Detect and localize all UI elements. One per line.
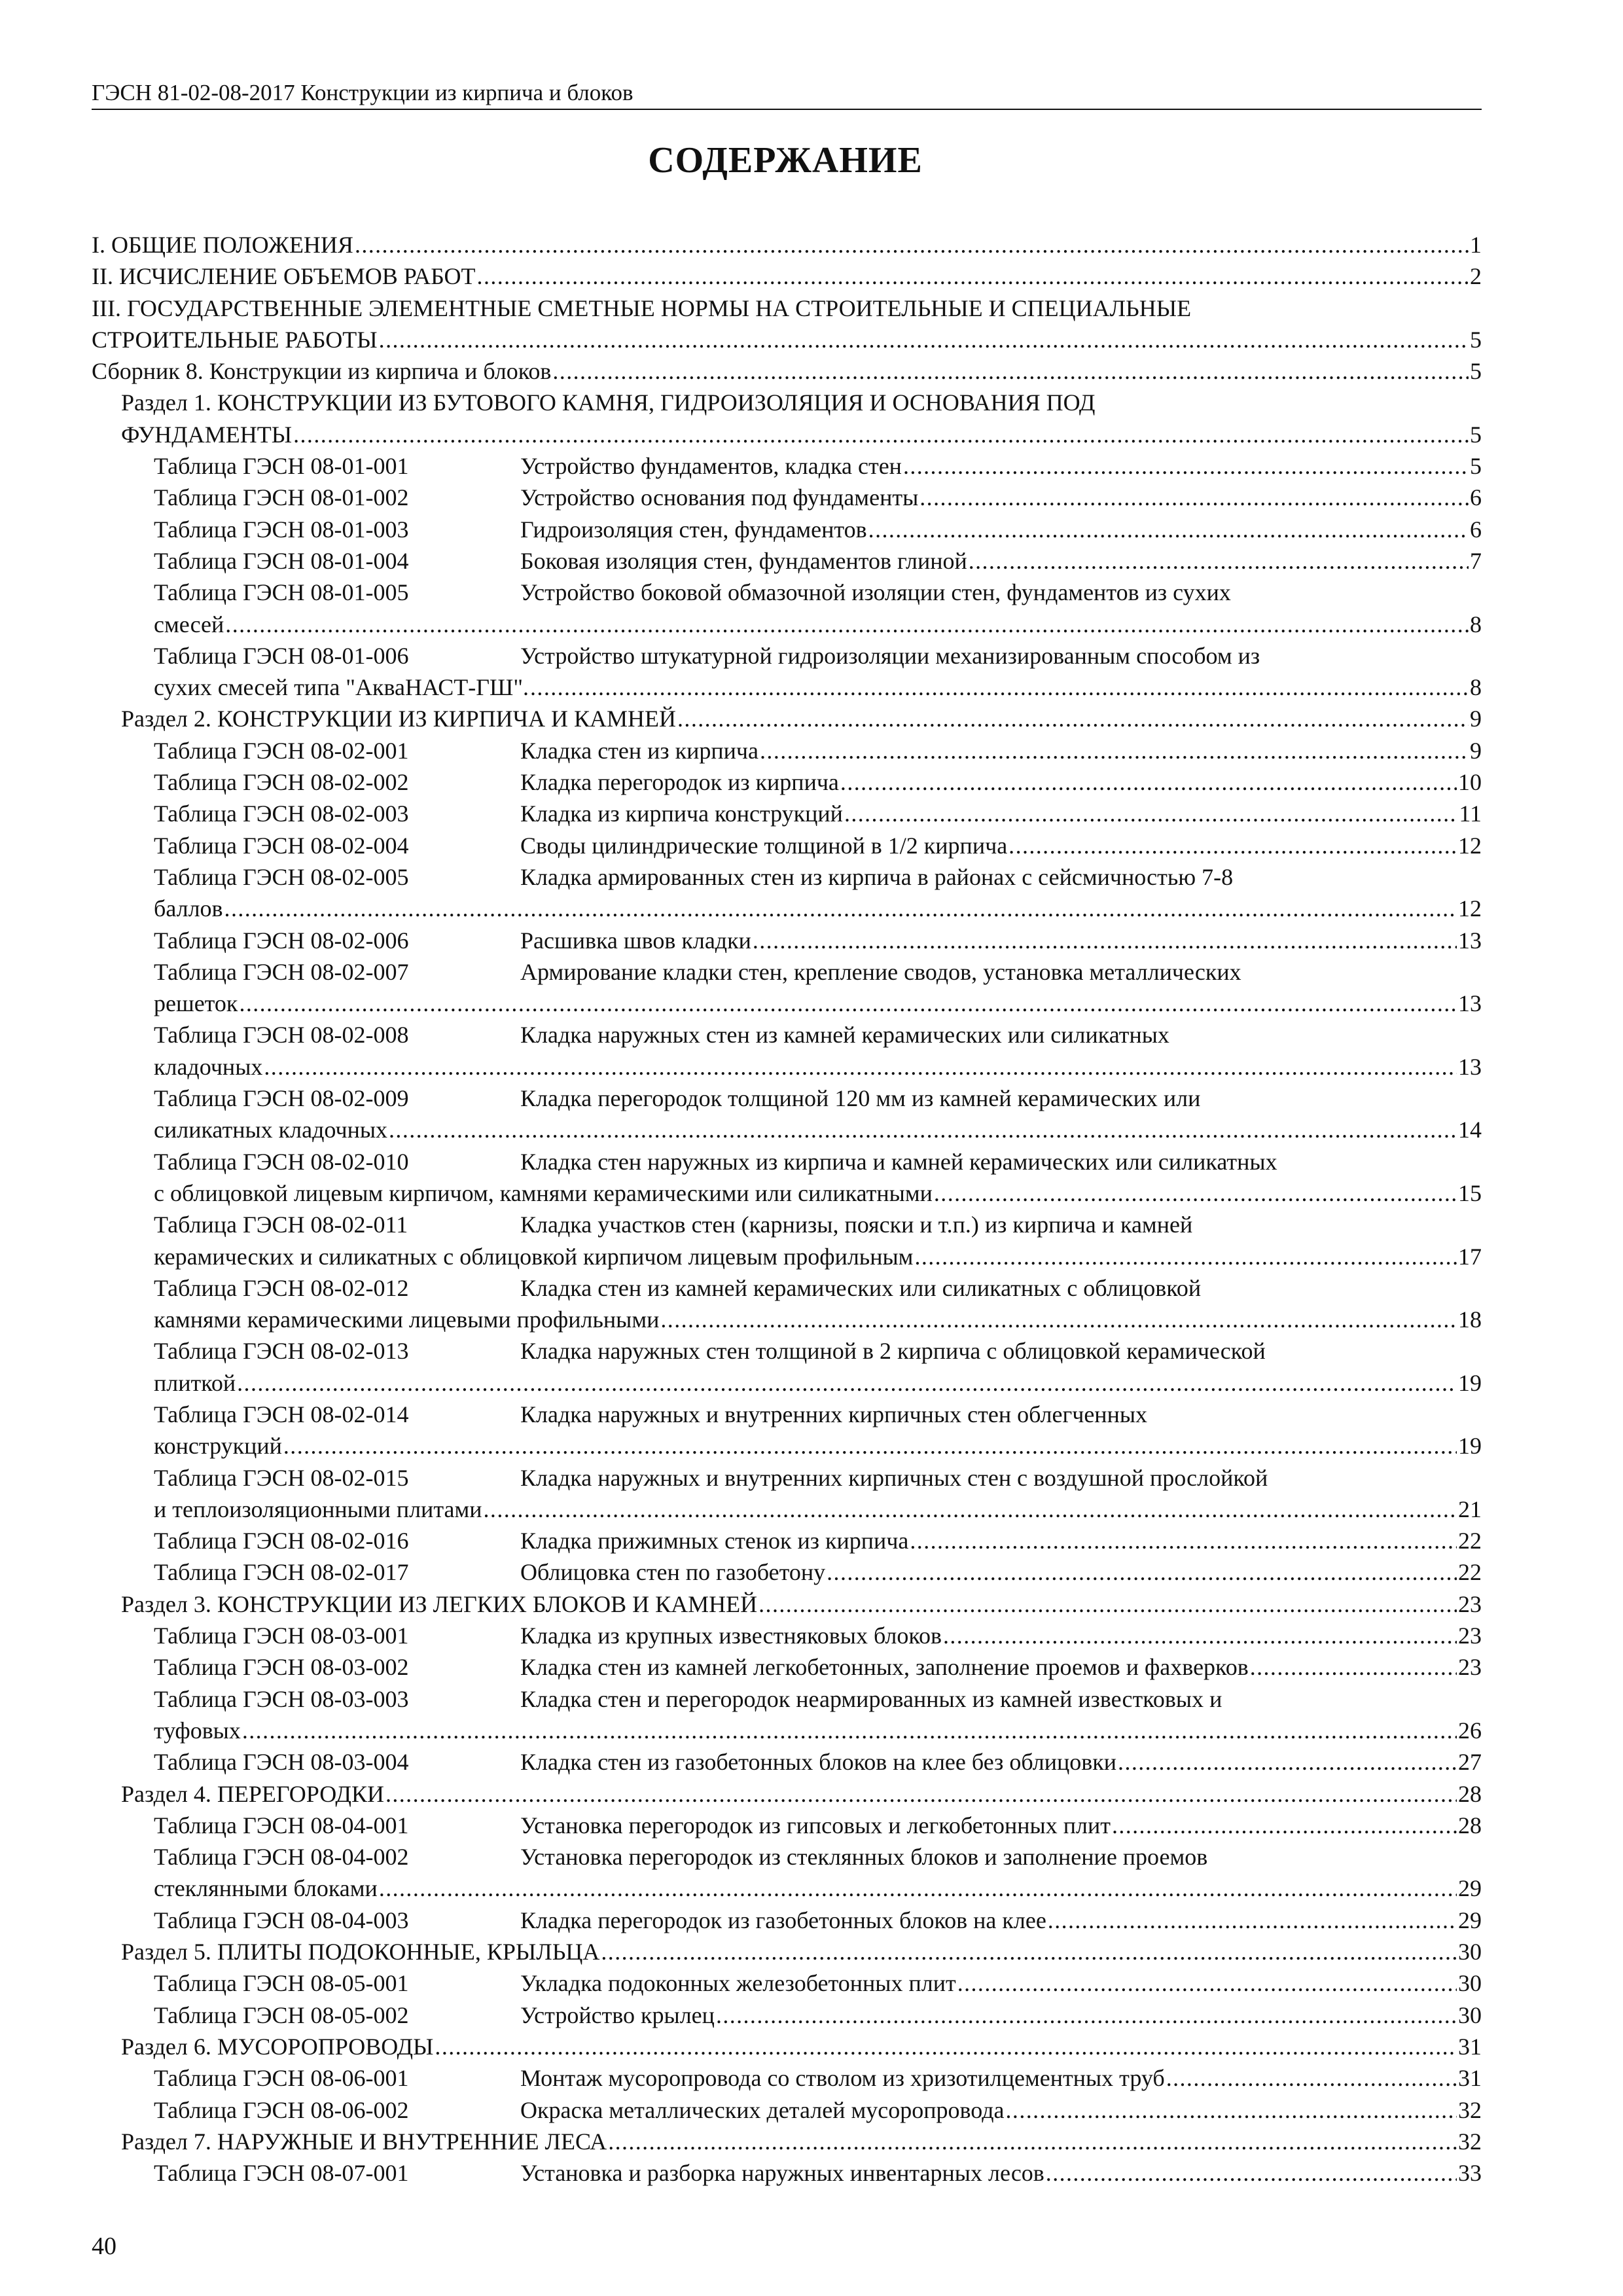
toc-entry bbox=[92, 1588, 1482, 1620]
toc-table-code: Таблица ГЭСН 08-06-001 bbox=[154, 2065, 409, 2092]
toc-entry bbox=[92, 1177, 1482, 1209]
toc-table-code: Таблица ГЭСН 08-04-002 bbox=[154, 1844, 409, 1871]
toc-table-code: Таблица ГЭСН 08-02-004 bbox=[154, 832, 409, 859]
toc-dot-leader bbox=[378, 1873, 1457, 1904]
toc-entry bbox=[92, 735, 1482, 766]
toc-entry-title: Кладка стен и перегородок неармированных из камней известковых и bbox=[520, 1685, 1222, 1712]
toc-entry bbox=[92, 545, 1482, 577]
toc-entry bbox=[92, 1715, 1482, 1746]
toc-entry-title: Кладка наружных и внутренних кирпичных стен облегченных bbox=[520, 1401, 1148, 1427]
toc-entry bbox=[92, 260, 1482, 292]
toc-dot-leader bbox=[384, 1778, 1457, 1810]
toc-dot-leader bbox=[241, 1715, 1457, 1746]
toc-dot-leader bbox=[758, 735, 1469, 766]
toc-entry bbox=[92, 1367, 1482, 1399]
toc-entry-title: Кладка стен из камней легкобетонных, заполнение проемов и фахверков bbox=[520, 1654, 1249, 1681]
toc-page-number: 22 bbox=[1458, 1528, 1482, 1554]
toc-entry-title: камнями керамическими лицевыми профильными bbox=[154, 1306, 660, 1333]
table-of-contents bbox=[92, 229, 1482, 2189]
toc-page-number: 26 bbox=[1458, 1717, 1482, 1744]
toc-dot-leader bbox=[1044, 2157, 1457, 2189]
toc-dot-leader bbox=[967, 545, 1469, 577]
toc-entry-title: керамических и силикатных с облицовкой кирпичом лицевым профильным bbox=[154, 1243, 914, 1270]
toc-entry-title: II. ИСЧИСЛЕНИЕ ОБЪЕМОВ РАБОТ bbox=[92, 263, 476, 290]
toc-entry-title: плиткой bbox=[154, 1369, 236, 1396]
toc-dot-leader bbox=[956, 1967, 1457, 1999]
toc-page-number: 7 bbox=[1470, 547, 1482, 574]
toc-entry-title: Раздел 6. МУСОРОПРОВОДЫ bbox=[121, 2033, 434, 2060]
toc-dot-leader bbox=[843, 798, 1457, 829]
toc-entry bbox=[92, 1778, 1482, 1810]
toc-page-number: 13 bbox=[1458, 990, 1482, 1017]
toc-dot-leader bbox=[292, 419, 1469, 450]
toc-entry-title: стеклянными блоками bbox=[154, 1875, 378, 1902]
toc-entry bbox=[92, 1841, 1482, 1873]
toc-entry bbox=[92, 1967, 1482, 1999]
toc-entry-title: Своды цилиндрические толщиной в 1/2 кирпича bbox=[520, 832, 1008, 859]
toc-page-number: 27 bbox=[1458, 1749, 1482, 1776]
toc-dot-leader bbox=[387, 1114, 1457, 1145]
toc-entry-title: Кладка стен из кирпича bbox=[520, 737, 759, 764]
toc-entry bbox=[92, 1083, 1482, 1114]
toc-page-number: 9 bbox=[1470, 706, 1482, 732]
toc-dot-leader bbox=[433, 2031, 1457, 2062]
toc-entry bbox=[92, 387, 1482, 418]
toc-page-number: 13 bbox=[1458, 1053, 1482, 1080]
toc-entry-title: Кладка стен наружных из кирпича и камней керамических или силикатных bbox=[520, 1148, 1277, 1175]
toc-dot-leader bbox=[482, 1494, 1457, 1525]
toc-entry-title: силикатных кладочных bbox=[154, 1117, 388, 1143]
toc-dot-leader bbox=[551, 355, 1469, 387]
toc-entry-title: Монтаж мусоропровода со стволом из хризотилцементных труб bbox=[520, 2065, 1165, 2092]
toc-page-number: 28 bbox=[1458, 1812, 1482, 1839]
toc-table-code: Таблица ГЭСН 08-02-009 bbox=[154, 1085, 409, 1112]
toc-table-code: Таблица ГЭСН 08-04-001 bbox=[154, 1812, 409, 1839]
toc-entry bbox=[92, 293, 1482, 324]
toc-table-code: Таблица ГЭСН 08-02-014 bbox=[154, 1401, 409, 1427]
toc-entry bbox=[92, 798, 1482, 829]
toc-entry bbox=[92, 893, 1482, 924]
toc-entry bbox=[92, 324, 1482, 355]
toc-page-number: 1 bbox=[1470, 232, 1482, 258]
toc-table-code: Таблица ГЭСН 08-02-001 bbox=[154, 737, 409, 764]
toc-page-number: 29 bbox=[1458, 1875, 1482, 1902]
toc-entry-title: Кладка перегородок из газобетонных блоков на клее bbox=[520, 1907, 1046, 1933]
toc-page-number: 28 bbox=[1458, 1780, 1482, 1807]
toc-page-number: 19 bbox=[1458, 1433, 1482, 1460]
toc-table-code: Таблица ГЭСН 08-01-001 bbox=[154, 453, 409, 480]
toc-page-number: 6 bbox=[1470, 516, 1482, 543]
toc-entry bbox=[92, 1651, 1482, 1683]
toc-dot-leader bbox=[715, 2000, 1457, 2031]
toc-entry bbox=[92, 1430, 1482, 1462]
toc-entry bbox=[92, 1399, 1482, 1430]
toc-entry-title: конструкций bbox=[154, 1433, 282, 1460]
toc-page-number: 5 bbox=[1470, 421, 1482, 448]
toc-entry-title: Кладка стен из газобетонных блоков на клее без облицовки bbox=[520, 1749, 1117, 1776]
toc-entry bbox=[92, 1272, 1482, 1304]
toc-entry bbox=[92, 956, 1482, 988]
toc-entry bbox=[92, 672, 1482, 703]
toc-table-code: Таблица ГЭСН 08-02-008 bbox=[154, 1022, 409, 1049]
toc-entry bbox=[92, 1620, 1482, 1651]
toc-page-number: 12 bbox=[1458, 832, 1482, 859]
toc-entry-title: Расшивка швов кладки bbox=[520, 927, 751, 954]
toc-entry bbox=[92, 1114, 1482, 1145]
toc-page-number: 5 bbox=[1470, 358, 1482, 385]
running-header: ГЭСН 81-02-08-2017 Конструкции из кирпича и блоков bbox=[92, 80, 633, 105]
toc-page-number: 32 bbox=[1458, 2096, 1482, 2123]
toc-dot-leader bbox=[839, 766, 1457, 798]
toc-table-code: Таблица ГЭСН 08-02-013 bbox=[154, 1338, 409, 1365]
toc-entry bbox=[92, 988, 1482, 1019]
toc-table-code: Таблица ГЭСН 08-01-003 bbox=[154, 516, 409, 543]
toc-table-code: Таблица ГЭСН 08-02-010 bbox=[154, 1148, 409, 1175]
toc-entry bbox=[92, 1019, 1482, 1050]
toc-table-code: Таблица ГЭСН 08-02-003 bbox=[154, 800, 409, 827]
toc-entry-title: III. ГОСУДАРСТВЕННЫЕ ЭЛЕМЕНТНЫЕ СМЕТНЫЕ НОРМЫ НА СТРОИТЕЛЬНЫЕ И СПЕЦИАЛЬНЫЕ bbox=[92, 295, 1192, 321]
header-divider bbox=[92, 109, 1482, 110]
toc-entry-title: I. ОБЩИЕ ПОЛОЖЕНИЯ bbox=[92, 232, 353, 258]
toc-dot-leader bbox=[825, 1556, 1457, 1588]
toc-entry-title: Кладка наружных стен из камней керамических или силикатных bbox=[520, 1022, 1169, 1049]
toc-table-code: Таблица ГЭСН 08-02-006 bbox=[154, 927, 409, 954]
toc-page-number: 23 bbox=[1458, 1654, 1482, 1681]
toc-entry-title: Устройство основания под фундаменты bbox=[520, 484, 919, 511]
toc-dot-leader bbox=[378, 324, 1469, 355]
toc-page-number: 14 bbox=[1458, 1117, 1482, 1143]
toc-entry bbox=[92, 2031, 1482, 2062]
toc-dot-leader bbox=[913, 1241, 1457, 1272]
toc-page-number: 33 bbox=[1458, 2160, 1482, 2187]
toc-page-number: 6 bbox=[1470, 484, 1482, 511]
toc-entry-title: смесей bbox=[154, 611, 224, 637]
toc-entry bbox=[92, 1051, 1482, 1083]
toc-entry bbox=[92, 1683, 1482, 1715]
toc-table-code: Таблица ГЭСН 08-02-012 bbox=[154, 1274, 409, 1301]
toc-entry-title: Установка перегородок из стеклянных блоков и заполнение проемов bbox=[520, 1844, 1208, 1871]
toc-entry-title: Гидроизоляция стен, фундаментов bbox=[520, 516, 867, 543]
toc-dot-leader bbox=[607, 2126, 1457, 2157]
toc-page-number: 30 bbox=[1458, 2001, 1482, 2028]
toc-entry bbox=[92, 577, 1482, 608]
toc-page-number: 12 bbox=[1458, 895, 1482, 922]
toc-dot-leader bbox=[902, 450, 1469, 482]
toc-entry bbox=[92, 1556, 1482, 1588]
toc-page-number: 2 bbox=[1470, 263, 1482, 290]
toc-page-number: 22 bbox=[1458, 1559, 1482, 1586]
toc-dot-leader bbox=[262, 1051, 1457, 1083]
toc-page-number: 21 bbox=[1458, 1496, 1482, 1522]
toc-page-number: 11 bbox=[1459, 800, 1482, 827]
toc-entry bbox=[92, 1241, 1482, 1272]
toc-table-code: Таблица ГЭСН 08-07-001 bbox=[154, 2160, 409, 2187]
toc-page-number: 19 bbox=[1458, 1369, 1482, 1396]
toc-dot-leader bbox=[223, 893, 1457, 924]
toc-entry-title: Устройство штукатурной гидроизоляции механизированным способом из bbox=[520, 642, 1260, 669]
toc-entry bbox=[92, 2126, 1482, 2157]
toc-page-number: 5 bbox=[1470, 326, 1482, 353]
page-title: СОДЕРЖАНИЕ bbox=[648, 140, 923, 181]
toc-table-code: Таблица ГЭСН 08-02-002 bbox=[154, 769, 409, 796]
toc-dot-leader bbox=[1116, 1746, 1457, 1778]
toc-dot-leader bbox=[908, 1525, 1457, 1556]
toc-entry-title: Кладка перегородок из кирпича bbox=[520, 769, 839, 796]
toc-table-code: Таблица ГЭСН 08-03-003 bbox=[154, 1685, 409, 1712]
toc-entry-title: с облицовкой лицевым кирпичом, камнями керамическими или силикатными bbox=[154, 1179, 933, 1206]
toc-entry bbox=[92, 1209, 1482, 1240]
toc-page-number: 30 bbox=[1458, 1970, 1482, 1997]
toc-page-number: 31 bbox=[1458, 2033, 1482, 2060]
toc-dot-leader bbox=[1007, 830, 1457, 861]
toc-page-number: 31 bbox=[1458, 2065, 1482, 2092]
toc-entry bbox=[92, 2094, 1482, 2126]
toc-dot-leader bbox=[1111, 1810, 1457, 1841]
toc-entry-title: Сборник 8. Конструкции из кирпича и блоков bbox=[92, 358, 552, 385]
toc-page-number: 15 bbox=[1458, 1179, 1482, 1206]
toc-entry-title: Кладка из крупных известняковых блоков bbox=[520, 1623, 942, 1649]
toc-entry-title: и теплоизоляционными плитами bbox=[154, 1496, 482, 1522]
toc-entry bbox=[92, 2157, 1482, 2189]
toc-entry-title: Раздел 1. КОНСТРУКЦИИ ИЗ БУТОВОГО КАМНЯ, ГИДРОИЗОЛЯЦИЯ И ОСНОВАНИЯ ПОД bbox=[121, 389, 1096, 416]
toc-entry bbox=[92, 2000, 1482, 2031]
toc-entry-title: Армирование кладки стен, крепление сводов, установка металлических bbox=[520, 958, 1241, 985]
toc-table-code: Таблица ГЭСН 08-02-005 bbox=[154, 863, 409, 890]
toc-dot-leader bbox=[476, 260, 1469, 292]
toc-entry bbox=[92, 703, 1482, 734]
toc-page-number: 9 bbox=[1470, 737, 1482, 764]
toc-dot-leader bbox=[1046, 1905, 1457, 1936]
toc-entry bbox=[92, 1873, 1482, 1904]
toc-entry bbox=[92, 861, 1482, 893]
toc-entry bbox=[92, 2062, 1482, 2094]
toc-entry-title: Кладка из кирпича конструкций bbox=[520, 800, 843, 827]
toc-entry-title: Устройство фундаментов, кладка стен bbox=[520, 453, 902, 480]
toc-table-code: Таблица ГЭСН 08-01-006 bbox=[154, 642, 409, 669]
toc-dot-leader bbox=[238, 988, 1457, 1019]
toc-table-code: Таблица ГЭСН 08-01-004 bbox=[154, 547, 409, 574]
toc-dot-leader bbox=[224, 609, 1469, 640]
toc-entry bbox=[92, 1462, 1482, 1494]
toc-entry-title: Облицовка стен по газобетону bbox=[520, 1559, 826, 1586]
toc-entry-title: Установка перегородок из гипсовых и легкобетонных плит bbox=[520, 1812, 1111, 1839]
toc-entry-title: Кладка участков стен (карнизы, пояски и т.п.) из кирпича и камней bbox=[520, 1211, 1193, 1238]
toc-table-code: Таблица ГЭСН 08-03-004 bbox=[154, 1749, 409, 1776]
toc-entry bbox=[92, 1810, 1482, 1841]
toc-dot-leader bbox=[751, 925, 1457, 956]
toc-dot-leader bbox=[942, 1620, 1457, 1651]
toc-entry bbox=[92, 1905, 1482, 1936]
toc-entry-title: Раздел 5. ПЛИТЫ ПОДОКОННЫЕ, КРЫЛЬЦА bbox=[121, 1939, 600, 1965]
toc-table-code: Таблица ГЭСН 08-04-003 bbox=[154, 1907, 409, 1933]
toc-dot-leader bbox=[933, 1177, 1457, 1209]
toc-page-number: 30 bbox=[1458, 1939, 1482, 1965]
toc-entry bbox=[92, 640, 1482, 672]
toc-dot-leader bbox=[353, 229, 1469, 260]
toc-dot-leader bbox=[867, 514, 1469, 545]
toc-table-code: Таблица ГЭСН 08-02-016 bbox=[154, 1528, 409, 1554]
toc-table-code: Таблица ГЭСН 08-06-002 bbox=[154, 2096, 409, 2123]
toc-dot-leader bbox=[676, 703, 1469, 734]
toc-entry-title: Раздел 4. ПЕРЕГОРОДКИ bbox=[121, 1780, 384, 1807]
toc-entry bbox=[92, 1335, 1482, 1367]
toc-table-code: Таблица ГЭСН 08-03-001 bbox=[154, 1623, 409, 1649]
toc-entry-title: Устройство крылец bbox=[520, 2001, 715, 2028]
toc-entry bbox=[92, 419, 1482, 450]
toc-entry bbox=[92, 482, 1482, 513]
toc-table-code: Таблица ГЭСН 08-05-002 bbox=[154, 2001, 409, 2028]
toc-table-code: Таблица ГЭСН 08-01-002 bbox=[154, 484, 409, 511]
toc-entry bbox=[92, 1525, 1482, 1556]
toc-page-number: 23 bbox=[1458, 1590, 1482, 1617]
toc-entry-title: кладочных bbox=[154, 1053, 263, 1080]
toc-dot-leader bbox=[1005, 2094, 1457, 2126]
toc-dot-leader bbox=[918, 482, 1469, 513]
toc-entry bbox=[92, 1494, 1482, 1525]
toc-page-number: 8 bbox=[1470, 611, 1482, 637]
toc-table-code: Таблица ГЭСН 08-02-017 bbox=[154, 1559, 409, 1586]
toc-entry-title: Кладка армированных стен из кирпича в районах с сейсмичностью 7-8 bbox=[520, 863, 1234, 890]
toc-entry-title: Раздел 3. КОНСТРУКЦИИ ИЗ ЛЕГКИХ БЛОКОВ И КАМНЕЙ bbox=[121, 1590, 758, 1617]
toc-dot-leader bbox=[1249, 1651, 1457, 1683]
toc-entry-title: Раздел 7. НАРУЖНЫЕ И ВНУТРЕННИЕ ЛЕСА bbox=[121, 2128, 607, 2155]
toc-entry-title: решеток bbox=[154, 990, 238, 1017]
toc-entry-title: Кладка стен из камней керамических или силикатных с облицовкой bbox=[520, 1274, 1202, 1301]
toc-entry-title: Боковая изоляция стен, фундаментов глиной bbox=[520, 547, 967, 574]
toc-entry bbox=[92, 1146, 1482, 1177]
toc-dot-leader bbox=[757, 1588, 1457, 1620]
toc-table-code: Таблица ГЭСН 08-02-011 bbox=[154, 1211, 408, 1238]
toc-table-code: Таблица ГЭСН 08-02-007 bbox=[154, 958, 409, 985]
toc-entry bbox=[92, 609, 1482, 640]
toc-dot-leader bbox=[659, 1304, 1457, 1335]
toc-dot-leader bbox=[599, 1936, 1457, 1967]
toc-entry bbox=[92, 1304, 1482, 1335]
toc-entry-title: Раздел 2. КОНСТРУКЦИИ ИЗ КИРПИЧА И КАМНЕЙ bbox=[121, 706, 677, 732]
toc-dot-leader bbox=[236, 1367, 1457, 1399]
toc-page-number: 13 bbox=[1458, 927, 1482, 954]
toc-table-code: Таблица ГЭСН 08-01-005 bbox=[154, 579, 409, 606]
toc-entry bbox=[92, 766, 1482, 798]
toc-page-number: 29 bbox=[1458, 1907, 1482, 1933]
toc-table-code: Таблица ГЭСН 08-02-015 bbox=[154, 1464, 409, 1491]
page-number: 40 bbox=[92, 2233, 116, 2260]
toc-dot-leader bbox=[529, 672, 1469, 703]
toc-entry-title: Укладка подоконных железобетонных плит bbox=[520, 1970, 956, 1997]
toc-entry bbox=[92, 355, 1482, 387]
toc-entry-title: Кладка прижимных стенок из кирпича bbox=[520, 1528, 909, 1554]
toc-entry-title: ФУНДАМЕНТЫ bbox=[121, 421, 293, 448]
toc-entry bbox=[92, 1936, 1482, 1967]
toc-page-number: 5 bbox=[1470, 453, 1482, 480]
toc-dot-leader bbox=[1165, 2062, 1457, 2094]
toc-entry bbox=[92, 925, 1482, 956]
toc-entry-title: сухих смесей типа "АкваНАСТ-ГШ". bbox=[154, 674, 529, 701]
toc-entry bbox=[92, 1746, 1482, 1778]
toc-entry-title: Кладка наружных и внутренних кирпичных стен с воздушной прослойкой bbox=[520, 1464, 1268, 1491]
toc-page-number: 23 bbox=[1458, 1623, 1482, 1649]
toc-entry-title: СТРОИТЕЛЬНЫЕ РАБОТЫ bbox=[92, 326, 378, 353]
toc-table-code: Таблица ГЭСН 08-03-002 bbox=[154, 1654, 409, 1681]
toc-entry bbox=[92, 514, 1482, 545]
toc-table-code: Таблица ГЭСН 08-05-001 bbox=[154, 1970, 409, 1997]
toc-entry-title: Окраска металлических деталей мусоропровода bbox=[520, 2096, 1005, 2123]
toc-page-number: 17 bbox=[1458, 1243, 1482, 1270]
toc-entry-title: баллов bbox=[154, 895, 223, 922]
toc-entry-title: Установка и разборка наружных инвентарных лесов bbox=[520, 2160, 1044, 2187]
toc-page-number: 32 bbox=[1458, 2128, 1482, 2155]
toc-entry-title: Устройство боковой обмазочной изоляции стен, фундаментов из сухих bbox=[520, 579, 1231, 606]
toc-entry bbox=[92, 229, 1482, 260]
toc-entry bbox=[92, 830, 1482, 861]
toc-page-number: 10 bbox=[1458, 769, 1482, 796]
toc-page-number: 8 bbox=[1470, 674, 1482, 701]
toc-entry bbox=[92, 450, 1482, 482]
toc-entry-title: туфовых bbox=[154, 1717, 241, 1744]
toc-dot-leader bbox=[282, 1430, 1457, 1462]
toc-page-number: 18 bbox=[1458, 1306, 1482, 1333]
toc-entry-title: Кладка наружных стен толщиной в 2 кирпича с облицовкой керамической bbox=[520, 1338, 1266, 1365]
toc-entry-title: Кладка перегородок толщиной 120 мм из камней керамических или bbox=[520, 1085, 1201, 1112]
